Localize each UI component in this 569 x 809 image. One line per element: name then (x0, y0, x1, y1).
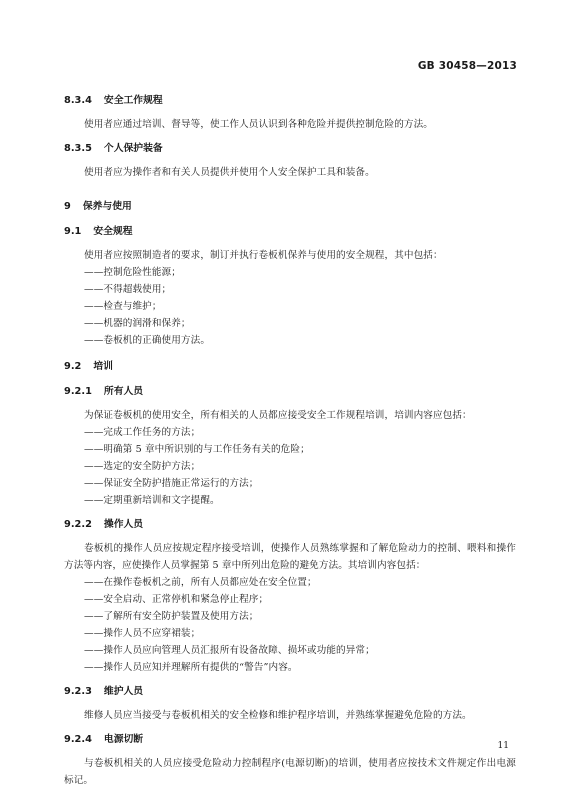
section-heading-8-3-4 (64, 93, 516, 108)
section-number: 8.3.5 (64, 143, 92, 154)
standard-code: GB 30458—2013 (417, 60, 517, 72)
paragraph: 使用者应通过培训、督导等，使工作人员认识到各种危险并提供控制危险的方法。 (84, 119, 433, 130)
section-number: 9.2 (64, 361, 82, 372)
section-heading-9-2 (64, 359, 516, 374)
document-body (64, 93, 516, 789)
section-title: 培训 (93, 361, 113, 372)
list-item: ——完成工作任务的方法； (84, 427, 201, 438)
section-number: 9.2.1 (64, 386, 92, 397)
section-title: 操作人员 (103, 519, 144, 530)
list-item: ——安全启动、正常停机和紧急停止程序； (84, 594, 269, 605)
list-item: ——机器的润滑和保养； (84, 318, 191, 329)
paragraph: 维修人员应当接受与卷板机相关的安全检修和维护程序培训，并熟练掌握避免危险的方法。 (84, 710, 472, 721)
section-title: 个人保护装备 (103, 143, 163, 154)
section-title: 维护人员 (103, 686, 144, 697)
list-item: ——了解所有安全防护装置及使用方法； (84, 611, 259, 622)
section-title: 所有人员 (103, 386, 144, 397)
paragraph: 使用者应为操作者和有关人员提供并使用个人安全保护工具和装备。 (84, 167, 375, 178)
list-item: ——卷板机的正确使用方法。 (84, 335, 211, 346)
paragraph: 与卷板机相关的人员应接受危险动力控制程序(电源切断)的培训，使用者应按技术文件规定作出电源标记。 (64, 758, 516, 786)
section-number: 9.2.2 (64, 519, 92, 530)
section-heading-9-2-3 (64, 684, 516, 699)
list-item: ——在操作卷板机之前，所有人员都应处在安全位置； (84, 577, 317, 588)
list-item: ——不得超载使用； (84, 284, 172, 295)
list-item: ——明确第 5 章中所识别的与工作任务有关的危险； (84, 444, 310, 455)
paragraph: 卷板机的操作人员应按规定程序接受培训，使操作人员熟练掌握和了解危险动力的控制、喂料和操作方法等内容，应使操作人员掌握第 5 章中所列出危险的避免方法。其培训内容包括： (64, 543, 516, 571)
list-item: ——操作人员应向管理人员汇报所有设备故障、损坏或功能的异常； (84, 645, 375, 656)
list-item: ——保证安全防护措施正常运行的方法； (84, 478, 259, 489)
section-number: 9.2.4 (64, 734, 92, 745)
list-item: ——检查与维护； (84, 301, 162, 312)
section-title: 安全工作规程 (103, 95, 163, 106)
section-heading-9-1 (64, 224, 516, 239)
section-number: 9.1 (64, 226, 82, 237)
list-item: ——控制危险性能源； (84, 267, 181, 278)
list-item: ——操作人员不应穿裙装； (84, 628, 201, 639)
section-heading-9-2-2 (64, 517, 516, 532)
list-item: ——定期重新培训和文字提醒。 (84, 495, 220, 506)
paragraph: 使用者应按照制造者的要求，制订并执行卷板机保养与使用的安全规程，其中包括： (84, 250, 443, 261)
page-number: 11 (497, 741, 509, 751)
section-heading-9-2-4 (64, 732, 516, 747)
list-item: ——选定的安全防护方法； (84, 461, 201, 472)
section-title: 安全规程 (93, 226, 133, 237)
list-item: ——操作人员应知并理解所有提供的“警告”内容。 (84, 662, 298, 673)
paragraph: 为保证卷板机的使用安全，所有相关的人员都应接受安全工作规程培训，培训内容应包括： (84, 410, 472, 421)
section-number: 8.3.4 (64, 95, 92, 106)
section-heading-9-2-1 (64, 384, 516, 399)
section-number: 9 (64, 201, 71, 212)
chapter-heading-9 (64, 199, 516, 214)
section-title: 电源切断 (103, 734, 144, 745)
section-heading-8-3-5 (64, 141, 516, 156)
section-title: 保养与使用 (82, 201, 132, 212)
section-number: 9.2.3 (64, 686, 92, 697)
